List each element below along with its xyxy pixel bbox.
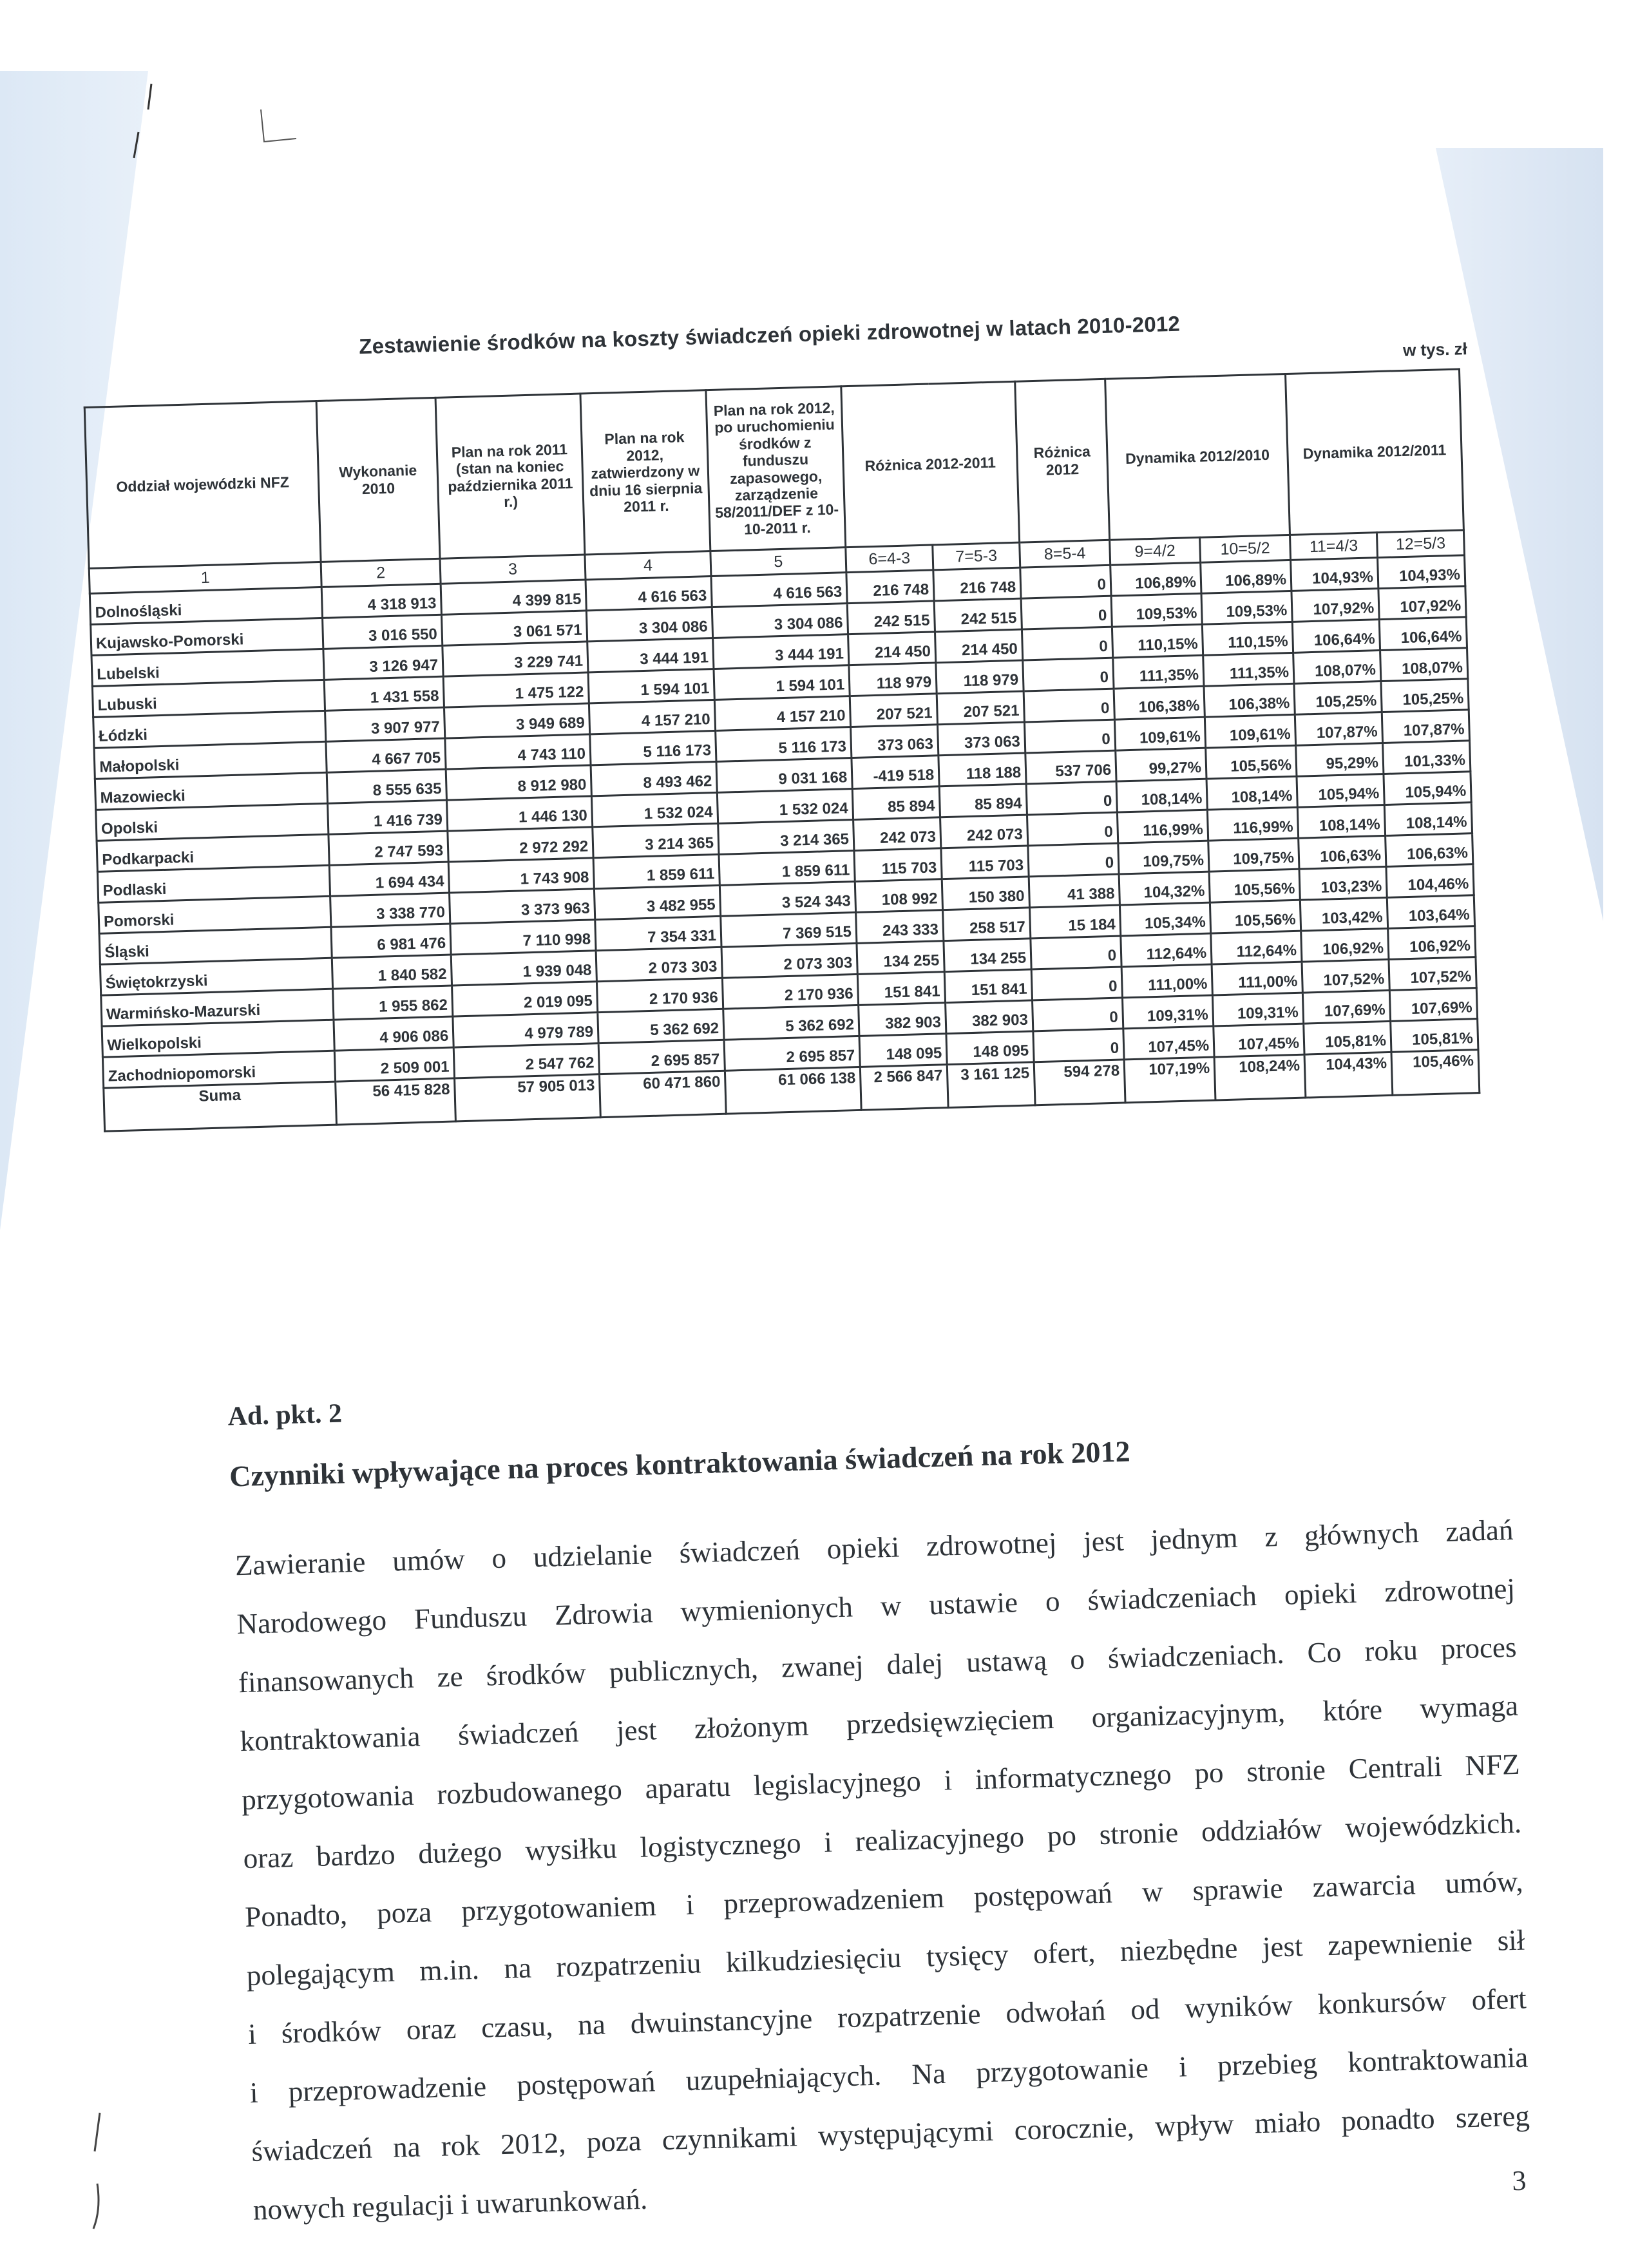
cell-c10: 109,61% [1205, 714, 1295, 748]
funding-table [84, 368, 1481, 1132]
header-roznica-2012-2011: Różnica 2012-2011 [841, 381, 1020, 547]
cell-c11: 103,23% [1299, 866, 1387, 900]
cell-c12: 105,25% [1381, 679, 1469, 712]
cell-c6: 108 992 [855, 879, 942, 913]
cell-c3: 3 061 571 [441, 611, 587, 645]
region-name: Warmińsko-Mazurski [101, 989, 334, 1026]
section-label: Ad. pkt. 2 [227, 1398, 343, 1432]
cell-c8: 537 706 [1025, 750, 1116, 784]
col-num: 9=4/2 [1110, 537, 1201, 565]
cell-c8: 0 [1024, 719, 1115, 753]
cell-c4: 5 116 173 [590, 730, 716, 765]
cell-c5: 4 616 563 [711, 573, 847, 607]
cell-c6: 382 903 [859, 1003, 946, 1036]
total-c12: 105,46% [1391, 1050, 1480, 1096]
cell-c7: 242 515 [934, 598, 1022, 632]
cell-c10: 106,89% [1201, 560, 1291, 593]
cell-c12: 107,69% [1389, 988, 1477, 1022]
cell-c7: 148 095 [946, 1031, 1034, 1065]
body-line: i środków oraz czasu, na dwuinstancyjne rozpatrzenie odwołań od wyników konkursów ofert [247, 1982, 1527, 2050]
cell-c4: 1 532 024 [591, 792, 718, 826]
cell-c6: 148 095 [859, 1034, 947, 1067]
body-line: Narodowego Funduszu Zdrowia wymienionych w ustawie o świadczeniach opieki zdrowotnej [236, 1572, 1516, 1641]
cell-c12: 105,81% [1391, 1019, 1478, 1053]
region-name: Małopolski [94, 741, 327, 779]
header-plan-2011: Plan na rok 2011 (stan na koniec października 2011 r.) [435, 394, 585, 558]
header-plan-2012-after: Plan na rok 2012, po uruchomieniu środków z funduszu zapasowego, zarządzenie 58/2011/DEF z 10-10-2011 r. [706, 386, 846, 551]
total-c5: 61 066 138 [725, 1067, 861, 1114]
cell-c7: 216 748 [933, 567, 1021, 601]
col-num: 12=5/3 [1377, 530, 1464, 558]
cell-c7: 214 450 [935, 629, 1022, 663]
cell-c10: 110,15% [1202, 622, 1293, 655]
cell-c7: 150 380 [942, 877, 1029, 910]
cell-c11: 107,69% [1302, 990, 1390, 1024]
cell-c8: 0 [1023, 658, 1114, 691]
cell-c6: 214 450 [848, 632, 936, 665]
cell-c3: 4 979 789 [453, 1013, 598, 1047]
region-name: Podkarpacki [97, 834, 329, 872]
cell-c8: 0 [1031, 936, 1121, 969]
header-wykonanie-2010: Wykonanie 2010 [316, 397, 440, 562]
cell-c3: 1 939 048 [451, 951, 596, 986]
region-name: Lubelski [91, 649, 324, 686]
cell-c3: 8 912 980 [446, 765, 591, 800]
cell-c6: 134 255 [857, 941, 944, 975]
total-label: Suma [104, 1082, 337, 1131]
cell-c9: 104,32% [1119, 872, 1210, 905]
total-c8: 594 278 [1034, 1060, 1125, 1105]
cell-c11: 106,92% [1301, 928, 1389, 962]
cell-c11: 108,07% [1293, 651, 1381, 684]
header-dynamika-2012-2010: Dynamika 2012/2010 [1105, 374, 1290, 540]
cell-c12: 105,94% [1384, 772, 1471, 805]
cell-c3: 3 229 741 [443, 642, 588, 676]
col-num: 1 [89, 562, 321, 593]
cell-c9: 109,31% [1122, 995, 1213, 1029]
body-line: i przeprowadzenie postępowań uzupełniających. Na przygotowanie i przebieg kontraktowania [249, 2041, 1529, 2109]
cell-c9: 109,53% [1111, 593, 1202, 627]
total-c11: 104,43% [1304, 1052, 1393, 1098]
cell-c7: 258 517 [943, 908, 1031, 941]
cell-c9: 105,34% [1119, 902, 1210, 936]
region-name: Opolski [96, 803, 329, 841]
total-c2: 56 415 828 [336, 1078, 456, 1125]
cell-c12: 104,46% [1386, 864, 1474, 898]
body-line: oraz bardzo dużego wysiłku logistycznego i realizacyjnego po stronie oddziałów wojewódzkich. [243, 1806, 1522, 1875]
cell-c12: 103,64% [1387, 895, 1474, 929]
cell-c4: 2 170 936 [596, 978, 723, 1012]
cell-c11: 105,94% [1297, 774, 1384, 808]
col-num: 2 [321, 558, 441, 587]
cell-c8: 0 [1031, 967, 1122, 1000]
cell-c2: 1 955 862 [333, 986, 453, 1020]
cell-c2: 3 016 550 [323, 615, 443, 649]
cell-c12: 107,92% [1378, 586, 1466, 620]
cell-c4: 4 616 563 [586, 577, 712, 611]
cell-c11: 104,93% [1291, 558, 1378, 591]
cell-c3: 2 972 292 [448, 827, 593, 862]
cell-c10: 111,35% [1203, 653, 1294, 686]
cell-c7: 382 903 [946, 1000, 1033, 1034]
cell-c8: 0 [1033, 998, 1123, 1031]
cell-c4: 2 073 303 [596, 947, 722, 981]
cell-c4: 8 493 462 [591, 761, 717, 796]
cell-c4: 7 354 331 [595, 916, 721, 950]
cell-c7: 373 063 [938, 722, 1025, 756]
region-name: Świętokrzyski [100, 958, 332, 995]
cell-c5: 1 594 101 [714, 665, 850, 700]
cell-c6: 242 073 [853, 817, 941, 851]
cell-c9: 108,14% [1116, 779, 1207, 812]
cell-c8: 0 [1020, 565, 1111, 598]
cell-c9: 106,38% [1114, 686, 1205, 719]
cell-c5: 3 304 086 [712, 604, 848, 638]
body-line: kontraktowania świadczeń jest złożonym przedsięwzięciem organizacyjnym, które wymaga [239, 1689, 1519, 1758]
cell-c11: 107,87% [1295, 712, 1382, 746]
cell-c9: 110,15% [1112, 624, 1203, 658]
cell-c5: 2 073 303 [721, 943, 857, 978]
cell-c3: 2 547 762 [453, 1043, 599, 1078]
total-c9: 107,19% [1124, 1057, 1215, 1103]
cell-c3: 1 743 908 [448, 858, 594, 893]
cell-c8: 0 [1021, 596, 1112, 629]
body-line: finansowanych ze środków publicznych, zwanej dalej ustawą o świadczeniach. Co roku proces [238, 1630, 1518, 1699]
cell-c9: 112,64% [1121, 933, 1212, 967]
cell-c5: 3 524 343 [719, 881, 855, 916]
cell-c2: 4 906 086 [334, 1016, 453, 1051]
cell-c2: 3 338 770 [330, 893, 450, 927]
cell-c8: 0 [1027, 812, 1118, 846]
cell-c3: 7 110 998 [450, 920, 596, 955]
cell-c10: 105,56% [1206, 745, 1297, 779]
cell-c4: 1 859 611 [593, 854, 719, 888]
cell-c5: 3 214 365 [718, 820, 854, 855]
cell-c2: 2 747 593 [329, 831, 448, 865]
cell-c5: 1 859 611 [719, 851, 855, 886]
cell-c6: 85 894 [852, 786, 940, 820]
region-name: Zachodniopomorski [102, 1051, 335, 1088]
cell-c8: 0 [1028, 843, 1119, 877]
col-num: 11=4/3 [1290, 533, 1378, 560]
cell-c4: 2 695 857 [598, 1040, 725, 1074]
cell-c7: 242 073 [940, 815, 1028, 848]
cell-c5: 9 031 168 [716, 758, 852, 793]
total-c6: 2 566 847 [860, 1065, 948, 1110]
cell-c7: 115 703 [941, 846, 1029, 879]
total-c10: 108,24% [1214, 1054, 1306, 1100]
cell-c10: 109,53% [1201, 591, 1292, 624]
cell-c12: 104,93% [1378, 555, 1465, 589]
cell-c2: 2 509 001 [334, 1047, 454, 1082]
cell-c12: 106,63% [1386, 834, 1473, 867]
cell-c11: 106,64% [1292, 620, 1380, 653]
cell-c10: 107,45% [1214, 1024, 1304, 1057]
cell-c5: 5 116 173 [716, 727, 852, 762]
cell-c10: 112,64% [1211, 931, 1302, 964]
cell-c6: 243 333 [856, 910, 944, 944]
cell-c12: 106,64% [1379, 617, 1467, 651]
cell-c12: 106,92% [1388, 926, 1476, 960]
cell-c11: 106,63% [1299, 835, 1386, 869]
region-name: Mazowiecki [95, 772, 327, 810]
cell-c3: 1 446 130 [446, 796, 592, 831]
unit-label: w tys. zł [1402, 339, 1468, 360]
cell-c6: 115 703 [854, 848, 942, 882]
cell-c8: 0 [1033, 1029, 1124, 1062]
body-line: świadczeń na rok 2012, poza czynnikami występującymi corocznie, wpływ miało ponadto szereg [251, 2099, 1530, 2168]
region-name: Kujawsko-Pomorski [91, 618, 323, 655]
cell-c4: 5 362 692 [598, 1009, 724, 1043]
cell-c9: 109,61% [1114, 717, 1205, 750]
cell-c10: 105,56% [1210, 900, 1300, 933]
cell-c10: 106,38% [1204, 683, 1295, 717]
cell-c10: 116,99% [1207, 807, 1298, 841]
cell-c2: 6 981 476 [331, 924, 451, 958]
col-num: 8=5-4 [1020, 540, 1110, 567]
total-c3: 57 905 013 [455, 1074, 601, 1121]
cell-c2: 8 555 635 [327, 769, 446, 803]
total-c4: 60 471 860 [599, 1071, 726, 1117]
cell-c11: 95,29% [1296, 743, 1384, 777]
cell-c9: 111,35% [1113, 655, 1204, 689]
cell-c4: 1 594 101 [588, 669, 714, 703]
cell-c4: 3 214 365 [593, 823, 719, 857]
cell-c11: 107,52% [1302, 959, 1389, 993]
cell-c9: 111,00% [1121, 964, 1212, 998]
cell-c11: 108,14% [1297, 805, 1385, 838]
cell-c2: 4 318 913 [321, 584, 441, 618]
region-name: Wielkopolski [102, 1020, 334, 1057]
page-number: 3 [1511, 2164, 1527, 2197]
cell-c12: 101,33% [1383, 741, 1471, 774]
cell-c12: 107,87% [1382, 710, 1469, 743]
cell-c9: 106,89% [1110, 562, 1201, 596]
cell-c8: 41 388 [1029, 874, 1119, 908]
col-num: 5 [710, 548, 846, 577]
cell-c8: 0 [1024, 689, 1114, 722]
cell-c5: 1 532 024 [717, 789, 853, 824]
cell-c7: 134 255 [944, 939, 1031, 972]
cell-c5: 3 444 191 [713, 634, 849, 669]
table-body [90, 555, 1479, 1131]
cell-c5: 2 170 936 [722, 974, 858, 1009]
cell-c2: 3 907 977 [325, 707, 445, 741]
col-num: 7=5-3 [933, 542, 1020, 570]
body-line: Ponadto, poza przygotowaniem i przeprowadzeniem postępowań w sprawie zawarcia umów, [244, 1865, 1524, 1934]
region-name: Podlaski [97, 865, 330, 902]
col-num: 4 [585, 551, 711, 580]
body-line: przygotowania rozbudowanego aparatu legislacyjnego i informatycznego po stronie Centrali NFZ [241, 1748, 1521, 1816]
cell-c7: 118 188 [938, 753, 1026, 786]
cell-c7: 207 521 [937, 691, 1024, 725]
cell-c6: 373 063 [851, 725, 938, 758]
cell-c12: 107,52% [1389, 957, 1476, 991]
cell-c2: 4 667 705 [326, 738, 446, 772]
cell-c11: 105,25% [1294, 681, 1382, 715]
cell-c3: 2 019 095 [452, 982, 598, 1016]
cell-c7: 85 894 [939, 784, 1027, 817]
cell-c2: 1 416 739 [328, 800, 448, 834]
region-name: Dolnośląski [90, 587, 322, 624]
cell-c4: 3 482 955 [594, 885, 720, 919]
cell-c9: 109,75% [1118, 841, 1209, 874]
cell-c12: 108,14% [1384, 803, 1472, 836]
col-num: 3 [440, 555, 586, 584]
cell-c2: 1 840 582 [332, 955, 452, 989]
cell-c11: 103,42% [1300, 897, 1387, 931]
cell-c3: 3 949 689 [444, 703, 589, 738]
cell-c6: -419 518 [852, 756, 939, 789]
cell-c6: 118 979 [849, 663, 937, 696]
cell-c10: 105,56% [1209, 869, 1300, 902]
cell-c5: 5 362 692 [723, 1005, 859, 1040]
cell-c11: 105,81% [1304, 1021, 1391, 1054]
section-heading: Czynniki wpływające na proces kontraktowania świadczeń na rok 2012 [229, 1434, 1131, 1493]
cell-c2: 1 694 434 [329, 862, 449, 896]
cell-c9: 116,99% [1117, 810, 1208, 843]
cell-c3: 4 743 110 [445, 734, 591, 769]
table-title: Zestawienie środków na koszty świadczeń opieki zdrowotnej w latach 2010-2012 [358, 311, 1181, 359]
cell-c11: 107,92% [1291, 589, 1379, 622]
region-name: Lubuski [92, 680, 325, 717]
cell-c6: 151 841 [857, 972, 945, 1005]
cell-c10: 109,31% [1212, 993, 1303, 1026]
cell-c9: 99,27% [1116, 748, 1206, 781]
cell-c6: 207 521 [850, 694, 937, 727]
cell-c10: 111,00% [1212, 962, 1302, 995]
cell-c5: 7 369 515 [721, 912, 857, 947]
cell-c6: 216 748 [846, 570, 934, 604]
cell-c9: 107,45% [1123, 1026, 1214, 1060]
cell-c2: 1 431 558 [324, 676, 444, 710]
cell-c4: 4 157 210 [589, 700, 715, 734]
cell-c4: 3 304 086 [586, 607, 712, 642]
col-num: 10=5/2 [1200, 535, 1291, 562]
cell-c10: 109,75% [1208, 838, 1299, 872]
cell-c4: 3 444 191 [587, 638, 714, 672]
header-roznica-2012: Różnica 2012 [1015, 379, 1110, 542]
cell-c3: 1 475 122 [443, 672, 589, 707]
region-name: Śląski [99, 927, 332, 964]
col-num: 6=4-3 [846, 545, 933, 573]
cell-c7: 118 979 [936, 660, 1024, 694]
header-plan-2012: Plan na rok 2012, zatwierdzony w dniu 16 sierpnia 2011 r. [580, 390, 710, 555]
header-dynamika-2012-2011: Dynamika 2012/2011 [1286, 369, 1464, 535]
region-name: Łódzki [93, 710, 326, 748]
cell-c8: 0 [1022, 627, 1112, 660]
cell-c12: 108,07% [1380, 648, 1468, 681]
cell-c6: 242 515 [847, 601, 935, 634]
cell-c8: 15 184 [1030, 905, 1121, 939]
cell-c3: 3 373 963 [450, 889, 595, 924]
cell-c8: 0 [1026, 781, 1117, 815]
cell-c2: 3 126 947 [323, 645, 443, 680]
header-region: Oddział wojewódzki NFZ [84, 401, 321, 569]
body-line: nowych regulacji i uwarunkowań. [252, 2182, 648, 2226]
cell-c5: 4 157 210 [714, 696, 850, 731]
cell-c5: 2 695 857 [724, 1036, 860, 1071]
cell-c3: 4 399 815 [441, 580, 586, 615]
total-c7: 3 161 125 [947, 1062, 1035, 1108]
cell-c10: 108,14% [1206, 776, 1297, 810]
cell-c7: 151 841 [944, 969, 1032, 1003]
region-name: Pomorski [99, 896, 331, 933]
body-paragraph [234, 1501, 1532, 2240]
body-line: polegającym m.in. na rozpatrzeniu kilkudziesięciu tysięcy ofert, niezbędne jest zapewnienie sił [246, 1923, 1525, 1992]
body-line: Zawieranie umów o udzielanie świadczeń opieki zdrowotnej jest jednym z głównych zadań [234, 1513, 1514, 1582]
